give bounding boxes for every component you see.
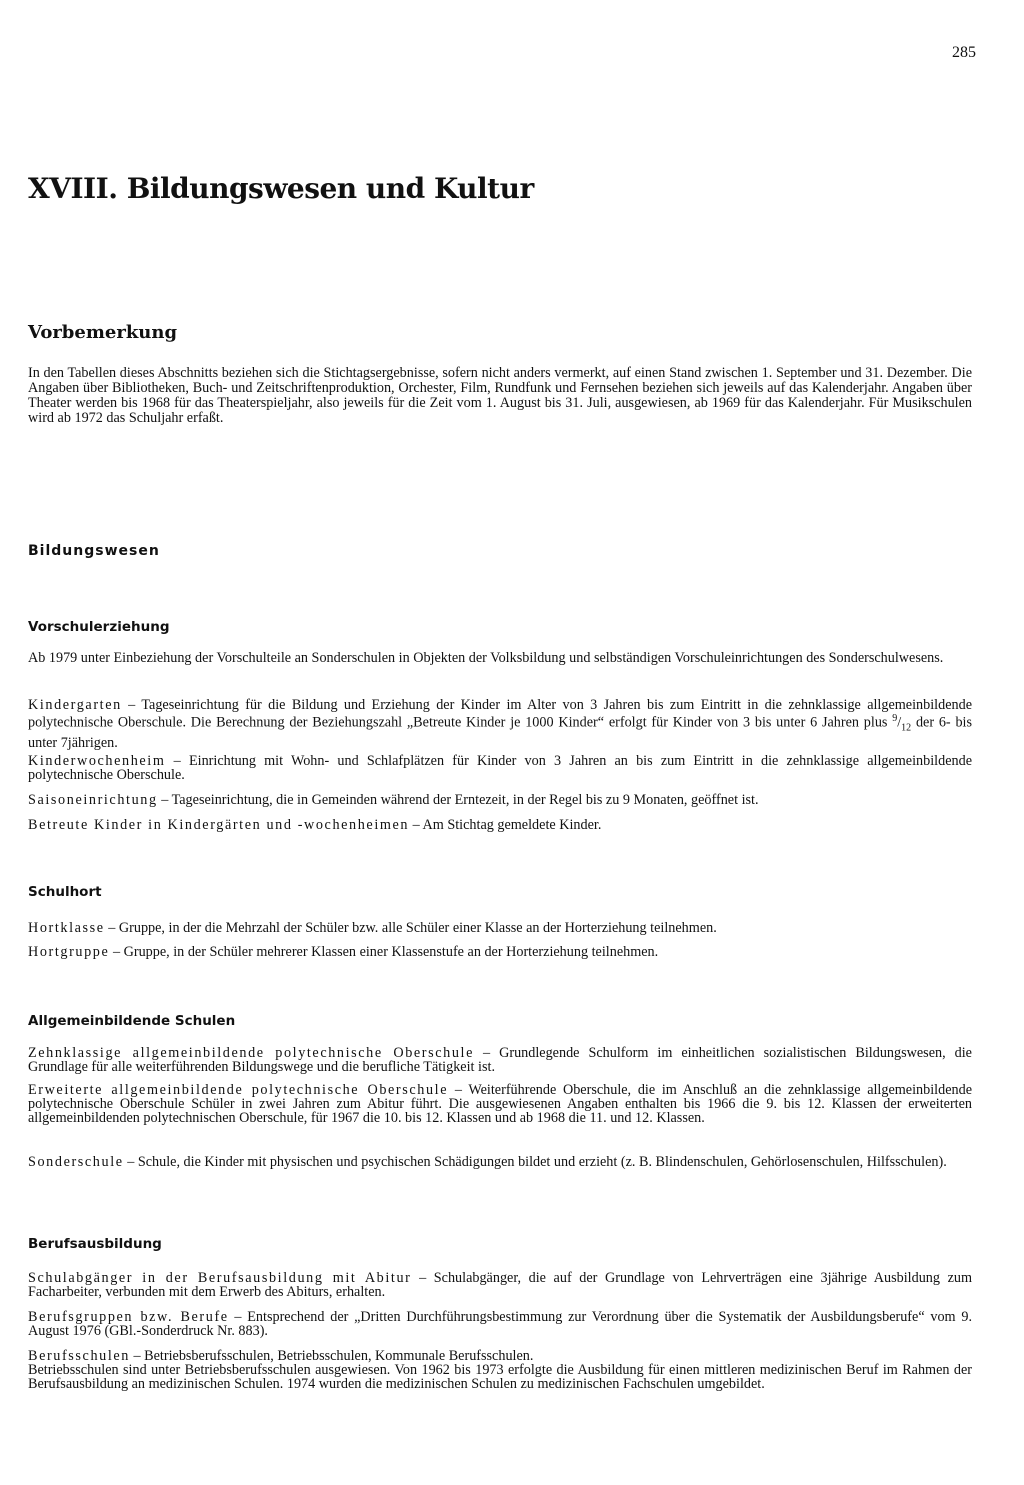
fraction-denominator: 12: [901, 722, 912, 734]
definition-text: – Schule, die Kinder mit physischen und psychischen Schädigungen bildet und erzieht (z. B. Blindenschulen, Gehörlosenschulen, Hilfsschulen).: [123, 1154, 947, 1170]
definition-text: – Schulabgänger, die auf der Grundlage von Lehrverträgen eine 3jährige Ausbildung zum Facharbeiter, verbunden mit dem Erwerb des Abiturs, erhalten.: [28, 1270, 972, 1300]
definition-text: – Tageseinrichtung für die Bildung und Erziehung der Kinder im Alter von 3 Jahren bis zum Eintritt in die zehnklassige allgemeinbildende polytechnische Oberschule. Die Berechnung der Beziehungszahl „Betreute Kinder je 1000 Kinder“ erfolgt für Kinder von 3 bis unter 6 Jahren plus: [28, 697, 972, 731]
term-berufsgruppen: Berufsgruppen bzw. Berufe: [28, 1309, 229, 1325]
definition-zehnklassige-oberschule: [28, 1046, 972, 1074]
definition-text: – Am Stichtag gemeldete Kinder.: [409, 817, 602, 833]
schulhort-heading: Schulhort: [28, 884, 102, 900]
definition-sonderschule: [28, 1155, 972, 1169]
definition-saisoneinrichtung: [28, 793, 972, 807]
berufsschulen-note: Betriebsschulen sind unter Betriebsberufsschulen ausgewiesen. Von 1962 bis 1973 erfolgte die Ausbildung für einen mittleren medizinischen Beruf im Rahmen der Berufsausbildung an medizinischen Schulen. 1974 wurden die medizinischen Schulen zu medizinischen Fachschulen umgebildet.: [28, 1362, 972, 1392]
term-erweiterte-oberschule: Erweiterte allgemeinbildende polytechnische Oberschule: [28, 1082, 449, 1098]
chapter-title: XVIII. Bildungswesen und Kultur: [28, 172, 534, 205]
definition-text: – Einrichtung mit Wohn- und Schlafplätzen für Kinder von 3 Jahren an bis zum Eintritt in die zehnklassige allgemeinbildende polytechnische Oberschule.: [28, 753, 972, 783]
vorschulerziehung-heading: Vorschulerziehung: [28, 619, 170, 635]
definition-text: – Betriebsberufsschulen, Betriebsschulen, Kommunale Berufsschulen.: [129, 1348, 534, 1364]
term-saisoneinrichtung: Saisoneinrichtung: [28, 792, 158, 808]
definition-kinderwochenheim: [28, 754, 972, 782]
definition-berufsschulen: [28, 1349, 972, 1391]
definition-text: – Entsprechend der „Dritten Durchführungsbestimmung zur Verordnung über die Systematik der Ausbildungsberufe“ vom 9. August 1976 (GBl.-Sonderdruck Nr. 883).: [28, 1309, 972, 1339]
definition-betreute-kinder: [28, 818, 972, 832]
definition-text: – Gruppe, in der Schüler mehrerer Klassen einer Klassenstufe an der Horterziehung teilnehmen.: [109, 944, 659, 960]
term-schulabgaenger-abitur: Schulabgänger in der Berufsausbildung mit Abitur: [28, 1270, 412, 1286]
page-number: 285: [952, 44, 976, 61]
definition-erweiterte-oberschule: [28, 1083, 972, 1125]
definition-hortgruppe: [28, 945, 972, 959]
berufsausbildung-heading: Berufsausbildung: [28, 1236, 162, 1252]
vorbemerkung-title: Vorbemerkung: [28, 322, 178, 343]
vorschulerziehung-intro: Ab 1979 unter Einbeziehung der Vorschulteile an Sonderschulen in Objekten der Volksbildung und selbständigen Vorschuleinrichtungen des Sonderschulwesens.: [28, 650, 944, 666]
term-berufsschulen: Berufsschulen: [28, 1348, 130, 1364]
term-hortgruppe: Hortgruppe: [28, 944, 110, 960]
bildungswesen-heading: Bildungswesen: [28, 543, 160, 559]
definition-text: – Tageseinrichtung, die in Gemeinden während der Erntezeit, in der Regel bis zu 9 Monaten, geöffnet ist.: [157, 792, 759, 808]
definition-schulabgaenger-abitur: [28, 1271, 972, 1299]
term-kindergarten: Kindergarten: [28, 697, 122, 713]
term-kinderwochenheim: Kinderwochenheim: [28, 753, 166, 769]
definition-text: – Grundlegende Schulform im einheitlichen sozialistischen Bildungswesen, die Grundlage für alle weiterführenden Bildungswege und die berufliche Tätigkeit ist.: [28, 1045, 972, 1075]
term-hortklasse: Hortklasse: [28, 920, 105, 936]
definition-text: der 6- bis unter 7jährigen.: [28, 714, 972, 751]
definition-kindergarten: Kindergarten – Tageseinrichtung für die Bildung und Erziehung der Kinder im Alter von 3 Jahren bis zum Eintritt in die zehnklassige allgemeinbildende polytechnische Oberschule. Die Berechnung der Beziehungszahl „Betreute Kinder je 1000 Kinder“ erfolgt für Kinder von 3 bis unter 6 Jahren plus $^9/_{12}$ der 6- bis unter 7jährigen.: [28, 697, 972, 751]
vorbemerkung-text: In den Tabellen dieses Abschnitts beziehen sich die Stichtagsergebnisse, sofern nicht anders vermerkt, auf einen Stand zwischen 1. September und 31. Dezember. Die Angaben über Bibliotheken, Buch- und Zeitschriftenproduktion, Orchester, Film, Rundfunk und Fernsehen beziehen sich jeweils auf das Kalenderjahr. Angaben über Theater werden bis 1968 für das Theaterspieljahr, also jeweils für die Zeit vom 1. August bis 31. Juli, ausgewiesen, ab 1969 für das Kalenderjahr. Für Musikschulen wird ab 1972 das Schuljahr erfaßt.: [28, 365, 972, 426]
fraction-numerator: 9: [892, 713, 898, 724]
definition-text: – Gruppe, in der die Mehrzahl der Schüler bzw. alle Schüler einer Klasse an der Horterziehung teilnehmen.: [104, 920, 717, 936]
definition-berufsgruppen: [28, 1310, 972, 1338]
term-zehnklassige-oberschule: Zehnklassige allgemeinbildende polytechnische Oberschule: [28, 1045, 474, 1061]
definition-text: – Weiterführende Oberschule, die im Anschluß an die zehnklassige allgemeinbildende polytechnische Oberschule Schüler in zwei Jahren zum Abitur führt. Die ausgewiesenen Angaben enthalten bis 1966 die 9. bis 12. Klassen der erweiterten allgemeinbildenden polytechnischen Oberschule, für 1967 die 10. bis 12. Klassen und ab 1968 die 11. und 12. Klassen.: [28, 1082, 972, 1126]
term-sonderschule: Sonderschule: [28, 1154, 124, 1170]
definition-hortklasse: [28, 921, 972, 935]
term-betreute-kinder: Betreute Kinder in Kindergärten und -wochenheimen: [28, 817, 410, 833]
allgemeinbildende-heading: Allgemeinbildende Schulen: [28, 1013, 236, 1029]
